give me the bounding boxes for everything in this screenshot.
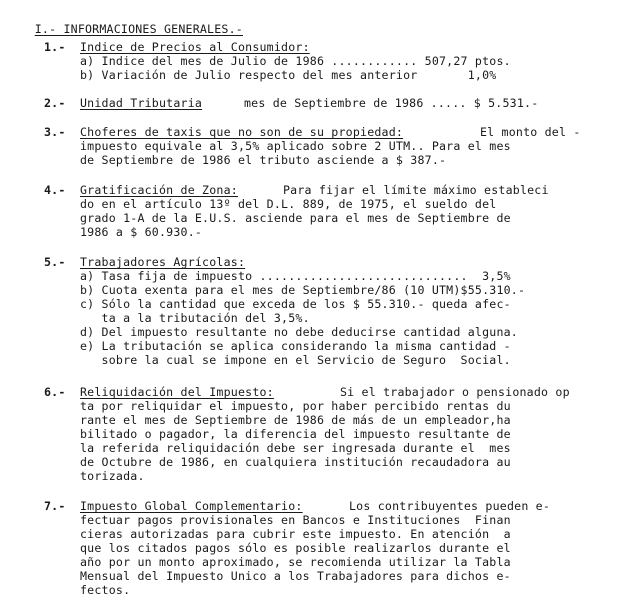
section-number: 6.- <box>44 385 66 399</box>
section-item: a) Indice del mes de Julio de 1986 ............ 507,27 ptos. <box>80 54 511 68</box>
section-line: El monto del - <box>480 125 581 139</box>
section-number: 1.- <box>44 40 66 54</box>
section-line: Si el trabajador o pensionado op <box>340 385 570 399</box>
section-item: b) Variación de Julio respecto del mes anterior 1,0% <box>80 68 497 82</box>
section-line: de Octubre de 1986, en cualquiera institución recaudadora au <box>80 455 511 469</box>
section-number: 3.- <box>44 125 66 139</box>
section-title: Impuesto Global Complementario: <box>80 499 303 513</box>
section-line: la referida reliquidación debe ser ingresada durante el mes <box>80 441 511 455</box>
section-line: torizada. <box>80 469 145 483</box>
section-line: de Septiembre de 1986 el tributo asciende a $ 387.- <box>80 153 447 167</box>
section-line: Mensual del Impuesto Unico a los Trabajadores para dichos e- <box>80 569 511 583</box>
heading-text: I.- INFORMACIONES GENERALES.- <box>34 22 243 36</box>
section-item: c) Sólo la cantidad que exceda de los $ 55.310.- queda afec- <box>80 297 511 311</box>
section-title: Indice de Precios al Consumidor: <box>80 40 310 54</box>
section-number: 2.- <box>44 96 66 110</box>
section-line: impuesto equivale al 3,5% aplicado sobre 2 UTM.. Para el mes <box>80 139 511 153</box>
section-item: d) Del impuesto resultante no debe deducirse cantidad alguna. <box>80 325 518 339</box>
section-item: e) La tributación se aplica considerando la misma cantidad - <box>80 339 511 353</box>
section-line: fectuar pagos provisionales en Bancos e Instituciones Finan <box>80 513 511 527</box>
section-number: 5.- <box>44 255 66 269</box>
section-line: que los citados pagos sólo es posible realizarlos durante el <box>80 541 511 555</box>
section-line: grado 1-A de la E.U.S. asciende para el mes de Septiembre de <box>80 211 511 225</box>
section-line: cieras autorizadas para cubrir este impuesto. En atención a <box>80 527 511 541</box>
section-number: 4.- <box>44 183 66 197</box>
section-title: Choferes de taxis que no son de su propiedad: <box>80 125 404 139</box>
section-item: sobre la cual se impone en el Servicio de Seguro Social. <box>80 353 511 367</box>
section-line: Para fijar el límite máximo estableci <box>283 183 549 197</box>
section-title: Trabajadores Agrícolas: <box>80 255 246 269</box>
section-item: a) Tasa fija de impuesto ............................. 3,5% <box>80 269 511 283</box>
section-title: Reliquidación del Impuesto: <box>80 385 274 399</box>
section-line: fectos. <box>80 583 131 597</box>
section-line: Los contribuyentes pueden e- <box>349 499 551 513</box>
section-item: b) Cuota exenta para el mes de Septiembre/86 (10 UTM)$55.310.- <box>80 283 526 297</box>
section-line: bilitado o pagador, la diferencia del impuesto resultante de <box>80 427 511 441</box>
section-item: ta a la tributación del 3,5%. <box>80 311 310 325</box>
section-line: rante el mes de Septiembre de 1986 de más de un empleador,ha <box>80 413 511 427</box>
section-title: Unidad Tributaria <box>80 96 203 110</box>
section-line: 1986 a $ 60.930.- <box>80 225 203 239</box>
section-line: año por un monto aproximado, se recomienda utilizar la Tabla <box>80 555 511 569</box>
section-line: ta por reliquidar el impuesto, por haber percibido rentas du <box>80 399 511 413</box>
section-text: mes de Septiembre de 1986 ..... $ 5.531.- <box>244 96 539 110</box>
section-number: 7.- <box>44 499 66 513</box>
section-line: do en el artículo 13º del D.L. 889, de 1975, el sueldo del <box>80 197 497 211</box>
section-title: Gratificación de Zona: <box>80 183 238 197</box>
